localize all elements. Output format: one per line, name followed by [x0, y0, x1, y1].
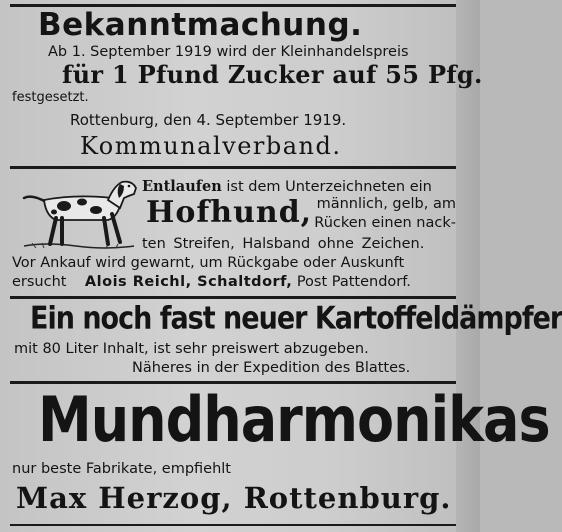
rule-2: [10, 166, 456, 169]
ad2-line1: [142, 180, 432, 195]
ad1-place-date: Rottenburg, den 4. September 1919.: [70, 111, 347, 129]
ad2-line6-b: Post Pattendorf.: [296, 274, 411, 290]
ad2-contact-name: Alois Reichl, Schaltdorf,: [84, 274, 293, 290]
ad3-headline: Ein noch fast neuer Kartoffeldämpfer: [30, 300, 562, 337]
ad1-headline: Bekanntmachung.: [38, 7, 363, 43]
ad1-line3: festgesetzt.: [12, 90, 89, 105]
ad2-line3: Rücken einen nack-: [314, 215, 456, 231]
advertisement-column: [10, 0, 562, 532]
ad2-line6-a: ersucht: [12, 274, 67, 290]
bottom-rule: [10, 524, 456, 526]
ad2-line1-rest: ist dem Unterzeichneten ein: [226, 179, 432, 195]
ad2-line6: [12, 275, 411, 290]
rule-3: [10, 296, 456, 299]
dog-icon: [16, 176, 138, 250]
ad4-signature: Max Herzog, Rottenburg.: [16, 481, 452, 515]
ad1-line1: Ab 1. September 1919 wird der Kleinhandelspreis: [48, 44, 409, 60]
ad1-signature: Kommunalverband.: [80, 132, 342, 160]
ad2-line5: Vor Ankauf wird gewarnt, um Rückgabe oder Auskunft: [12, 255, 405, 271]
ad2-lead-word: Entlaufen: [142, 178, 222, 195]
ad3-line2: Näheres in der Expedition des Blattes.: [132, 360, 411, 376]
ad1-price-line: für 1 Pfund Zucker auf 55 Pfg.: [62, 60, 483, 89]
ad2-line2: männlich, gelb, am: [316, 196, 456, 212]
ad3-line1: mit 80 Liter Inhalt, ist sehr preiswert abzugeben.: [14, 341, 369, 357]
ad4-headline: Mundharmonikas: [38, 383, 550, 456]
ad2-big-word: Hofhund,: [146, 195, 313, 230]
ad2-line4: ten Streifen, Halsband ohne Zeichen.: [142, 236, 425, 252]
ad4-line1: nur beste Fabrikate, empfiehlt: [12, 461, 231, 477]
